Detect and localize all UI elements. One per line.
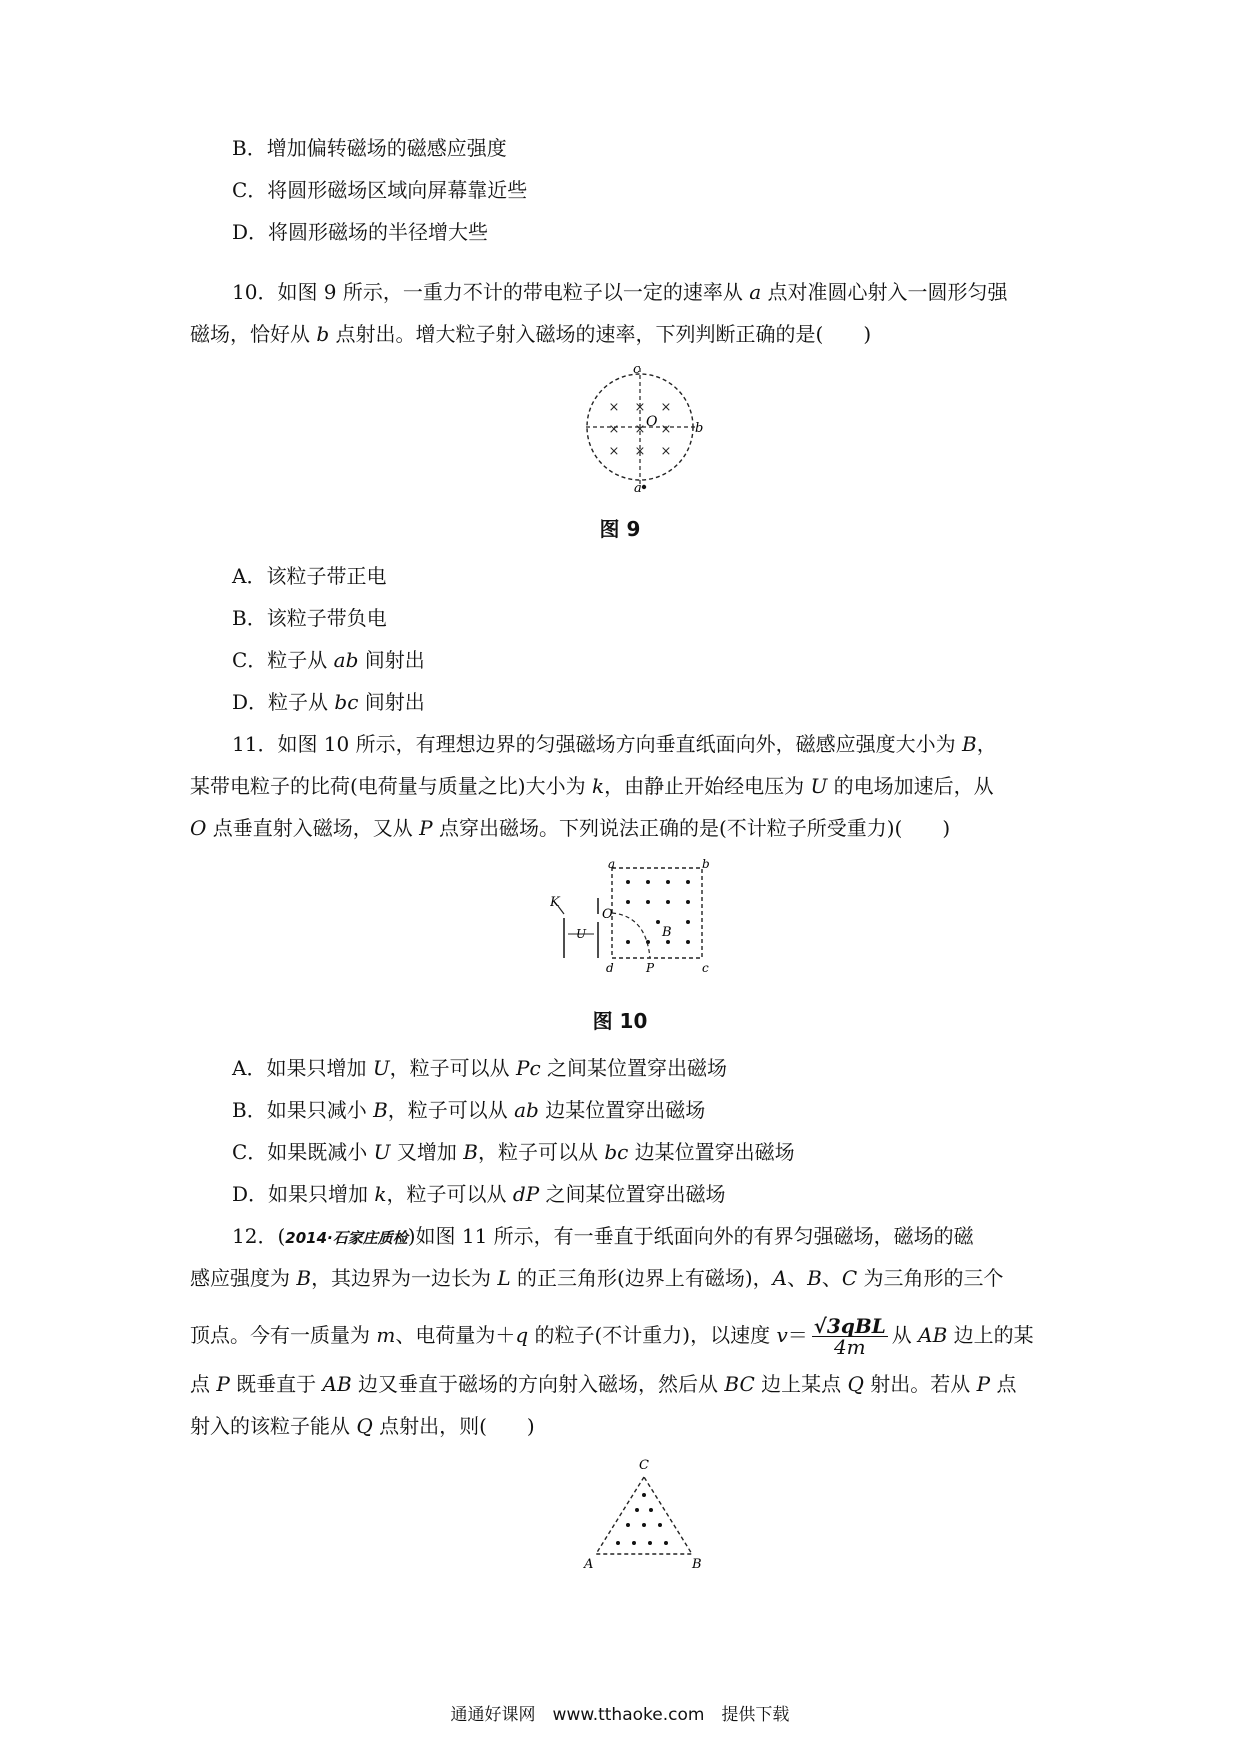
svg-text:×: × (608, 422, 620, 437)
svg-text:×: × (634, 400, 646, 415)
q11-option-b: B．如果只减小 B，粒子可以从 ab 边某位置穿出磁场 (232, 1098, 706, 1122)
q12-stem-line5: 射入的该粒子能从 Q 点射出，则( ) (190, 1414, 535, 1438)
figure-9-circle-field (580, 360, 710, 495)
q10-option-c: C．粒子从 ab 间射出 (232, 648, 425, 672)
velocity-fraction: $\frac{\text{√3qBL}}{4m}$ (813, 1314, 886, 1359)
q10-stem-line2: 磁场，恰好从 b 点射出。增大粒子射入磁场的速率，下列判断正确的是( ) (190, 322, 872, 346)
fig10-label-u: U (576, 927, 587, 941)
q11-option-c: C．如果既减小 U 又增加 B，粒子可以从 bc 边某位置穿出磁场 (232, 1140, 795, 1164)
fig9-label-c: c (633, 362, 641, 377)
fig10-label-k: K (550, 895, 560, 910)
fig10-label-bfield: B (662, 925, 672, 940)
fig10-label-b: b (702, 858, 710, 871)
fig10-label-d: d (606, 961, 614, 975)
svg-text:×: × (660, 444, 672, 459)
q11-stem-line1: 11．如图 10 所示，有理想边界的匀强磁场方向垂直纸面向外，磁感应强度大小为 B， (232, 732, 997, 756)
svg-text:×: × (634, 422, 646, 437)
q12-stem-line2: 感应强度为 B，其边界为一边长为 L 的正三角形(边界上有磁场)，A、B、C 为三角形的三个 (190, 1266, 1004, 1290)
q12-stem-line1: 12．(2014·石家庄质检)如图 11 所示，有一垂直于纸面向外的有界匀强磁场，磁场的磁 (232, 1224, 974, 1248)
q10-option-d: D．粒子从 bc 间射出 (232, 690, 425, 714)
q10-stem-line1: 10．如图 9 所示，一重力不计的带电粒子以一定的速率从 a 点对准圆心射入一圆形匀强 (232, 280, 1008, 304)
fig9-label-a: a (634, 481, 642, 495)
fig10-label-c: c (702, 961, 709, 975)
q12-source: 2014·石家庄质检 (285, 1229, 408, 1247)
q9-option-d: D．将圆形磁场的半径增大些 (232, 220, 489, 244)
figure-10-square-field (550, 858, 725, 978)
fig11-label-b: B (692, 1557, 702, 1572)
q11-stem-line3: O 点垂直射入磁场，又从 P 点穿出磁场。下列说法正确的是(不计粒子所受重力)( ) (190, 816, 951, 840)
svg-text:×: × (660, 422, 672, 437)
q12-stem-line4: 点 P 既垂直于 AB 边又垂直于磁场的方向射入磁场，然后从 BC 边上某点 Q 射出。若从 P 点 (190, 1372, 1017, 1396)
svg-text:×: × (634, 444, 646, 459)
q11-option-d: D．如果只增加 k，粒子可以从 dP 之间某位置穿出磁场 (232, 1182, 726, 1206)
fig10-label-p: P (646, 961, 655, 975)
q9-option-b: B．增加偏转磁场的磁感应强度 (232, 136, 507, 160)
page-footer: 通通好课网 www.tthaoke.com 提供下载 (450, 1705, 790, 1725)
q10-option-a: A．该粒子带正电 (232, 564, 387, 588)
q11-stem-line2: 某带电粒子的比荷(电荷量与质量之比)大小为 k，由静止开始经电压为 U 的电场加速后，从 (190, 774, 994, 798)
fig9-label-b: b (695, 421, 704, 436)
q12-stem-line3: 顶点。今有一质量为 m、电荷量为＋q 的粒子(不计重力)，以速度 v＝ $\frac{\text{√3qBL}}{4m}$ 从 AB 边上的某 (190, 1314, 1034, 1359)
fig10-label-o: O (602, 907, 613, 922)
fig11-label-c: C (639, 1458, 649, 1473)
svg-text:×: × (660, 400, 672, 415)
q10-option-b: B．该粒子带负电 (232, 606, 387, 630)
fig9-label-o: O (646, 414, 658, 430)
fig11-label-a: A (584, 1557, 594, 1572)
figure-9-caption: 图 9 (599, 517, 641, 541)
fig10-label-a: a (608, 858, 616, 871)
figure-10-caption: 图 10 (592, 1009, 648, 1033)
q9-option-c: C．将圆形磁场区域向屏幕靠近些 (232, 178, 528, 202)
svg-text:×: × (608, 400, 620, 415)
figure-11-triangle-field (580, 1455, 710, 1575)
svg-text:×: × (608, 444, 620, 459)
q11-option-a: A．如果只增加 U，粒子可以从 Pc 之间某位置穿出磁场 (232, 1056, 728, 1080)
